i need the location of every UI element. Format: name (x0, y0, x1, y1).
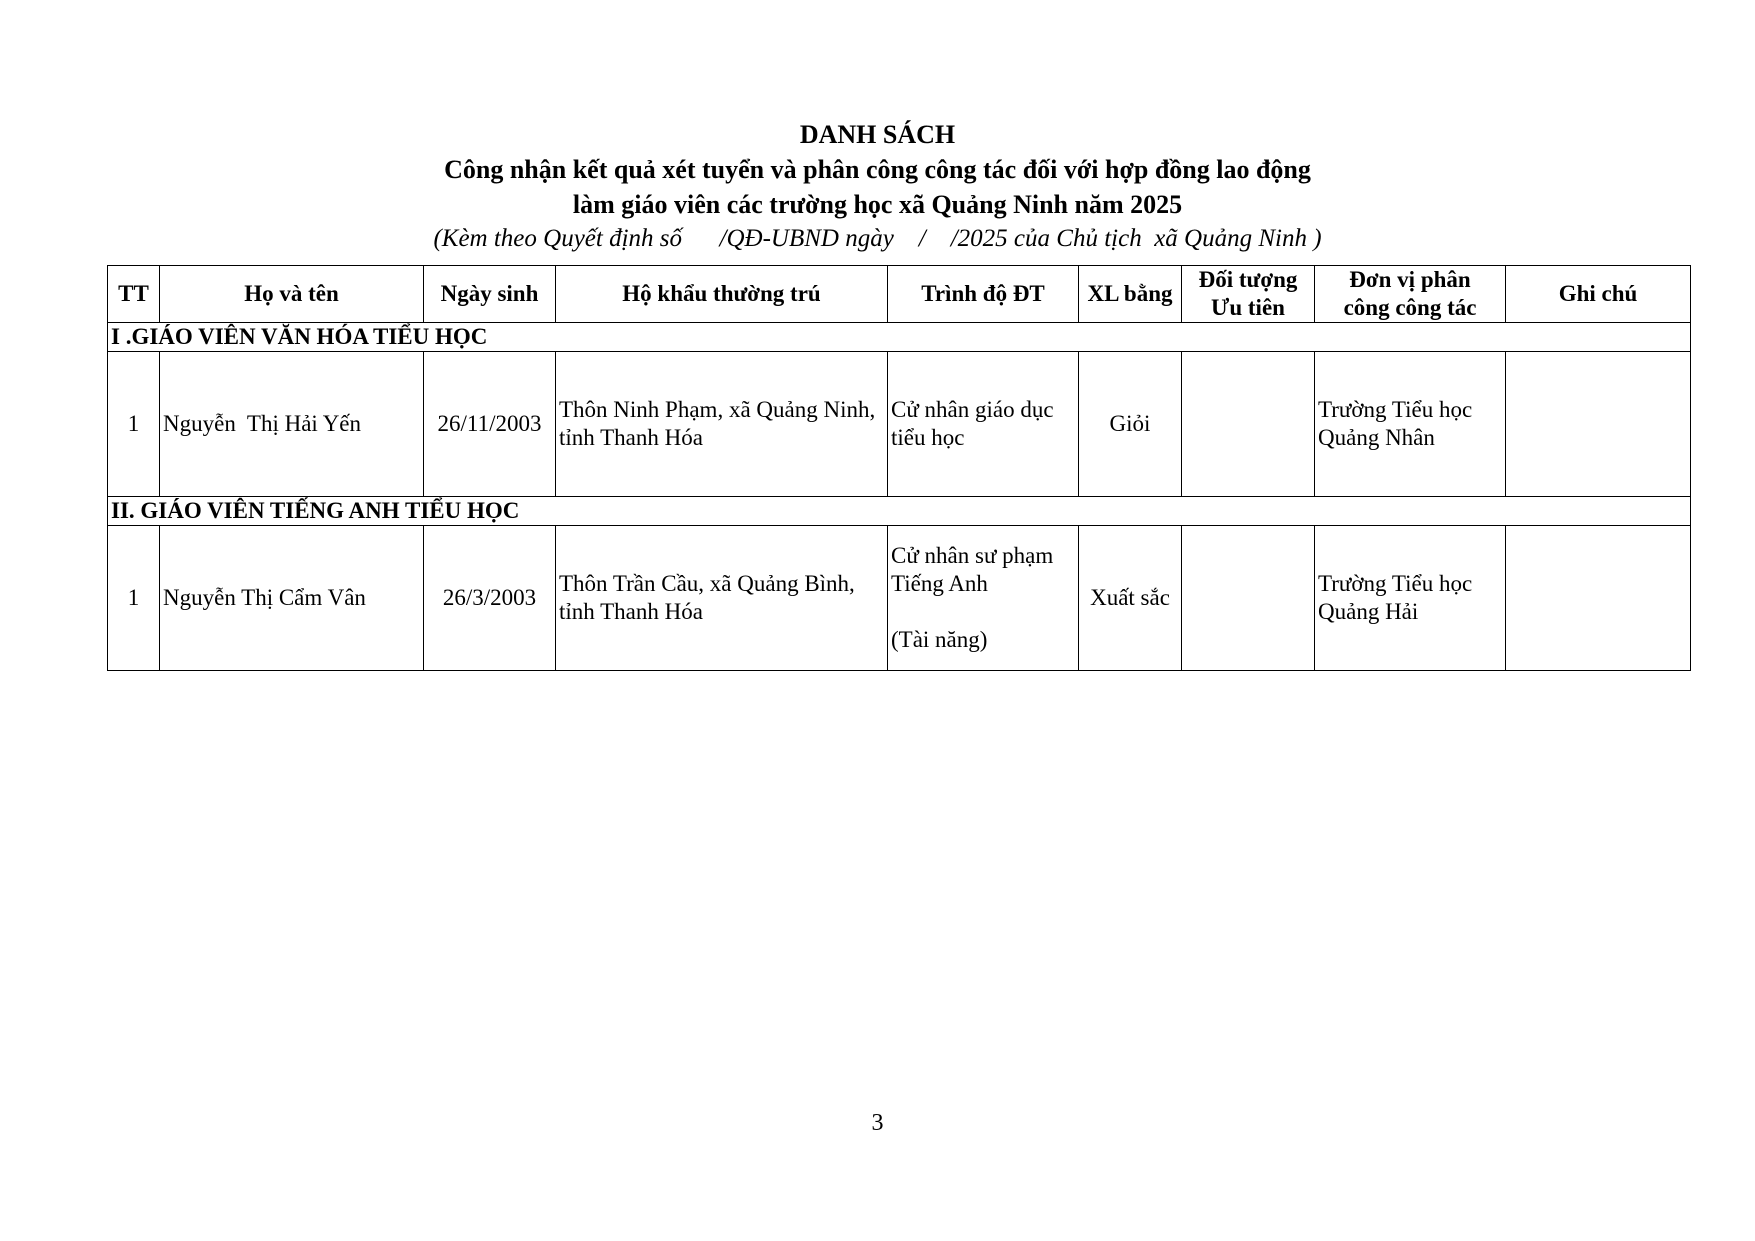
page-number: 3 (871, 1110, 884, 1136)
cell-dob: 26/11/2003 (424, 352, 556, 497)
header-unit-line2: công công tác (1343, 295, 1477, 320)
section-title-primary-culture: I .GIÁO VIÊN VĂN HÓA TIỂU HỌC (108, 323, 1691, 352)
header-tt: TT (108, 266, 160, 323)
table-row (108, 352, 1691, 497)
cell-note (1506, 526, 1691, 671)
cell-qualification: Cử nhân giáo dục tiểu học (888, 352, 1079, 497)
header-priority-line2: Ưu tiên (1211, 295, 1285, 320)
header-unit (1315, 266, 1506, 323)
cell-address: Thôn Ninh Phạm, xã Quảng Ninh, tỉnh Thanh Hóa (556, 352, 888, 497)
cell-priority (1182, 526, 1315, 671)
header-name: Họ và tên (160, 266, 424, 323)
qualification-gap (891, 598, 1075, 626)
document-title: DANH SÁCH (799, 120, 956, 149)
document-subtitle-line2: làm giáo viên các trường học xã Quảng Ninh năm 2025 (572, 190, 1183, 219)
header-priority-line1: Đối tượng (1198, 267, 1298, 292)
table-header-row (108, 266, 1691, 323)
header-grade: XL bằng (1079, 266, 1182, 323)
section-row (108, 323, 1691, 352)
decision-reference-note (0, 222, 1755, 256)
cell-dob: 26/3/2003 (424, 526, 556, 671)
cell-name: Nguyễn Thị Hải Yến (160, 352, 424, 497)
cell-name: Nguyễn Thị Cẩm Vân (160, 526, 424, 671)
cell-unit: Trường Tiểu học Quảng Hải (1315, 526, 1506, 671)
section-row (108, 497, 1691, 526)
header-priority (1182, 266, 1315, 323)
cell-address: Thôn Trần Cầu, xã Quảng Bình, tỉnh Thanh Hóa (556, 526, 888, 671)
header-note: Ghi chú (1506, 266, 1691, 323)
header-address: Hộ khẩu thường trú (556, 266, 888, 323)
cell-grade: Xuất sắc (1079, 526, 1182, 671)
cell-qualification (888, 526, 1079, 671)
cell-qualification-main: Cử nhân sư phạm Tiếng Anh (891, 543, 1054, 596)
section-title-primary-english: II. GIÁO VIÊN TIẾNG ANH TIỂU HỌC (108, 497, 1691, 526)
cell-note (1506, 352, 1691, 497)
cell-tt: 1 (108, 352, 160, 497)
table-row (108, 526, 1691, 671)
cell-tt: 1 (108, 526, 160, 671)
document-subtitle-line1: Công nhận kết quả xét tuyển và phân công công tác đối với hợp đồng lao động (444, 155, 1311, 184)
cell-grade: Giỏi (1079, 352, 1182, 497)
recruitment-results-table (107, 265, 1691, 671)
header-dob: Ngày sinh (424, 266, 556, 323)
cell-priority (1182, 352, 1315, 497)
cell-qualification-extra: (Tài năng) (891, 627, 988, 652)
cell-unit: Trường Tiểu học Quảng Nhân (1315, 352, 1506, 497)
header-qualification: Trình độ ĐT (888, 266, 1079, 323)
header-unit-line1: Đơn vị phân (1349, 267, 1471, 292)
decision-reference-text: (Kèm theo Quyết định số /QĐ-UBND ngày / /2025 của Chủ tịch xã Quảng Ninh ) (433, 225, 1322, 252)
